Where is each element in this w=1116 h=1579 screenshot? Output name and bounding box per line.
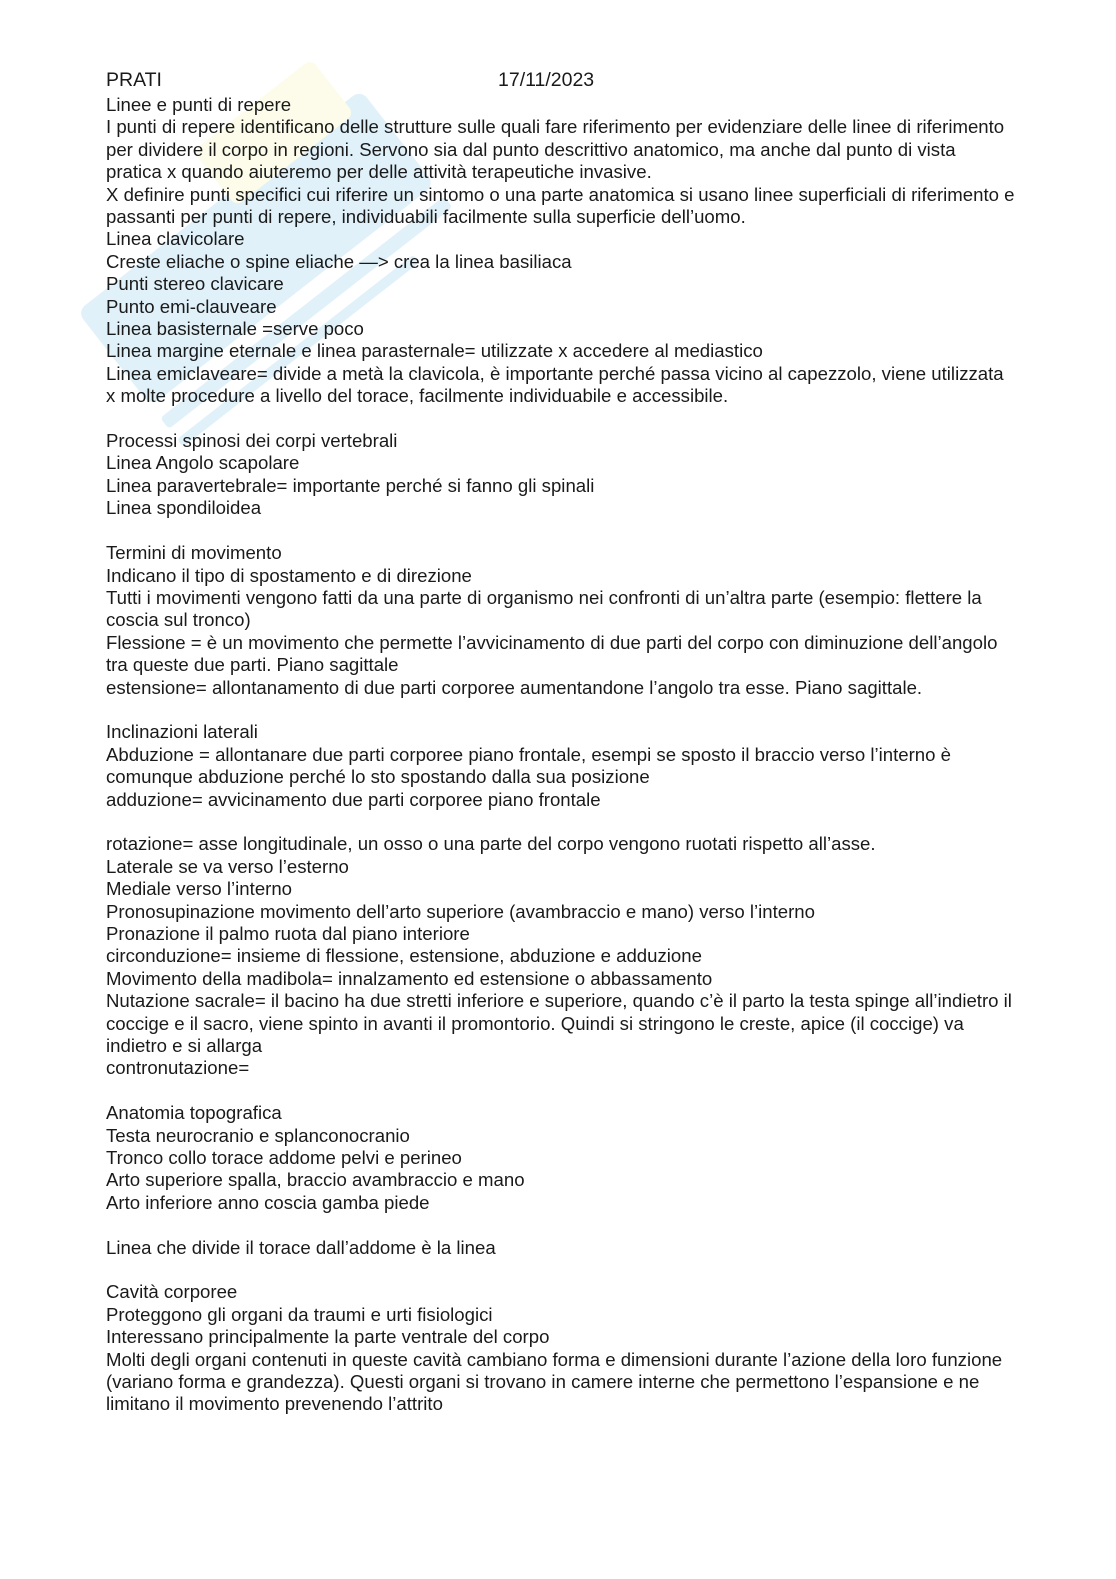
lecture-date: 17/11/2023	[498, 69, 595, 91]
text-line: Linea emiclaveare= divide a metà la clavicola, è importante perché passa vicino al capezzolo, viene utilizzata x molte procedure a livello del torace, facilmente individuabile e accessibile.	[106, 362, 1004, 407]
text-line: Linea che divide il torace dall’addome è la linea	[106, 1236, 496, 1258]
document-page	[106, 66, 1016, 1416]
text-line: Pronazione il palmo ruota dal piano interiore	[106, 922, 470, 944]
text-line: Flessione = è un movimento che permette l’avvicinamento di due parti del corpo con diminuzione dell’angolo tra queste due parti. Piano sagittale	[106, 631, 998, 676]
text-line: circonduzione= insieme di flessione, estensione, abduzione e adduzione	[106, 945, 702, 967]
text-line: contronutazione=	[106, 1057, 250, 1079]
text-line: Mediale verso l’interno	[106, 878, 293, 900]
text-line: Linea spondiloidea	[106, 497, 262, 519]
text-line: Movimento della madibola= innalzamento ed estensione o abbassamento	[106, 967, 713, 989]
text-line: Linea clavicolare	[106, 228, 245, 250]
paragraph-gap	[106, 1259, 1016, 1281]
paragraph-gap	[106, 1080, 1016, 1102]
text-line: Processi spinosi dei corpi vertebrali	[106, 430, 398, 452]
text-line: Arto inferiore anno coscia gamba piede	[106, 1191, 430, 1213]
paragraph-gap	[106, 408, 1016, 430]
text-line: Termini di movimento	[106, 542, 282, 564]
text-line: Testa neurocranio e splanconocranio	[106, 1124, 410, 1146]
document-body	[106, 94, 1016, 1416]
text-line: Linee e punti di repere	[106, 94, 292, 115]
text-line: adduzione= avvicinamento due parti corporee piano frontale	[106, 788, 601, 810]
text-line: Linea margine eternale e linea parasternale= utilizzate x accedere al mediastico	[106, 340, 763, 362]
text-line: estensione= allontanamento di due parti corporee aumentandone l’angolo tra esse. Piano sagittale.	[106, 676, 923, 698]
text-line: Indicano il tipo di spostamento e di direzione	[106, 564, 472, 586]
text-line: Inclinazioni laterali	[106, 721, 258, 743]
text-line: Punto emi-clauveare	[106, 295, 277, 317]
text-line: Creste eliache o spine eliache —> crea la linea basiliaca	[106, 250, 572, 272]
text-line: rotazione= asse longitudinale, un osso o una parte del corpo vengono ruotati rispetto all’asse.	[106, 833, 876, 855]
text-line: Linea paravertebrale= importante perché si fanno gli spinali	[106, 474, 595, 496]
text-line: Punti stereo clavicare	[106, 273, 284, 295]
paragraph-gap	[106, 520, 1016, 542]
text-line: Proteggono gli organi da traumi e urti fisiologici	[106, 1303, 493, 1325]
text-line: Anatomia topografica	[106, 1102, 282, 1124]
paragraph-gap	[106, 699, 1016, 721]
text-line: Cavità corporee	[106, 1281, 238, 1303]
text-line: Pronosupinazione movimento dell’arto superiore (avambraccio e mano) verso l’interno	[106, 900, 815, 922]
text-line: Molti degli organi contenuti in queste cavità cambiano forma e dimensioni durante l’azione della loro funzione (variano forma e grandezza). Questi organi si trovano in camere interne che permettono l’espansione e ne limitano il movimento prevenendo l’attrito	[106, 1348, 1003, 1415]
text-line: I punti di repere identificano delle strutture sulle quali fare riferimento per evidenziare delle linee di riferimento per dividere il corpo in regioni. Servono sia dal punto descrittivo anatomico, ma anche dal punto di vista pratica x quando aiuteremo per delle attività terapeutiche invasive.	[106, 116, 1005, 183]
text-line: Linea basisternale =serve poco	[106, 318, 364, 340]
paragraph-gap	[106, 1214, 1016, 1236]
text-line: Interessano principalmente la parte ventrale del corpo	[106, 1326, 550, 1348]
text-line: Nutazione sacrale= il bacino ha due stretti inferiore e superiore, quando c’è il parto la testa spinge all’indietro il coccige e il sacro, viene spinto in avanti il promontorio. Quindi si stringono le creste, apice (il coccige) va indietro e si allarga	[106, 990, 1012, 1056]
text-line: Tronco collo torace addome pelvi e perineo	[106, 1147, 462, 1169]
text-line: Tutti i movimenti vengono fatti da una parte di organismo nei confronti di un’altra parte (esempio: flettere la coscia sul tronco)	[106, 586, 982, 631]
text-line: Abduzione = allontanare due parti corporee piano frontale, esempi se sposto il braccio verso l’interno è comunque abduzione perché lo sto spostando dalla sua posizione	[106, 743, 951, 788]
text-line: Linea Angolo scapolare	[106, 452, 300, 474]
author-name: PRATI	[106, 69, 162, 91]
text-line: Laterale se va verso l’esterno	[106, 855, 349, 877]
text-line: X definire punti specifici cui riferire un sintomo o una parte anatomica si usano linee superficiali di riferimento e passanti per punti di repere, individuabili facilmente sulla superficie dell’uomo.	[106, 183, 1015, 228]
text-line: Arto superiore spalla, braccio avambraccio e mano	[106, 1169, 525, 1191]
paragraph-gap	[106, 811, 1016, 833]
page-header	[106, 66, 1016, 94]
